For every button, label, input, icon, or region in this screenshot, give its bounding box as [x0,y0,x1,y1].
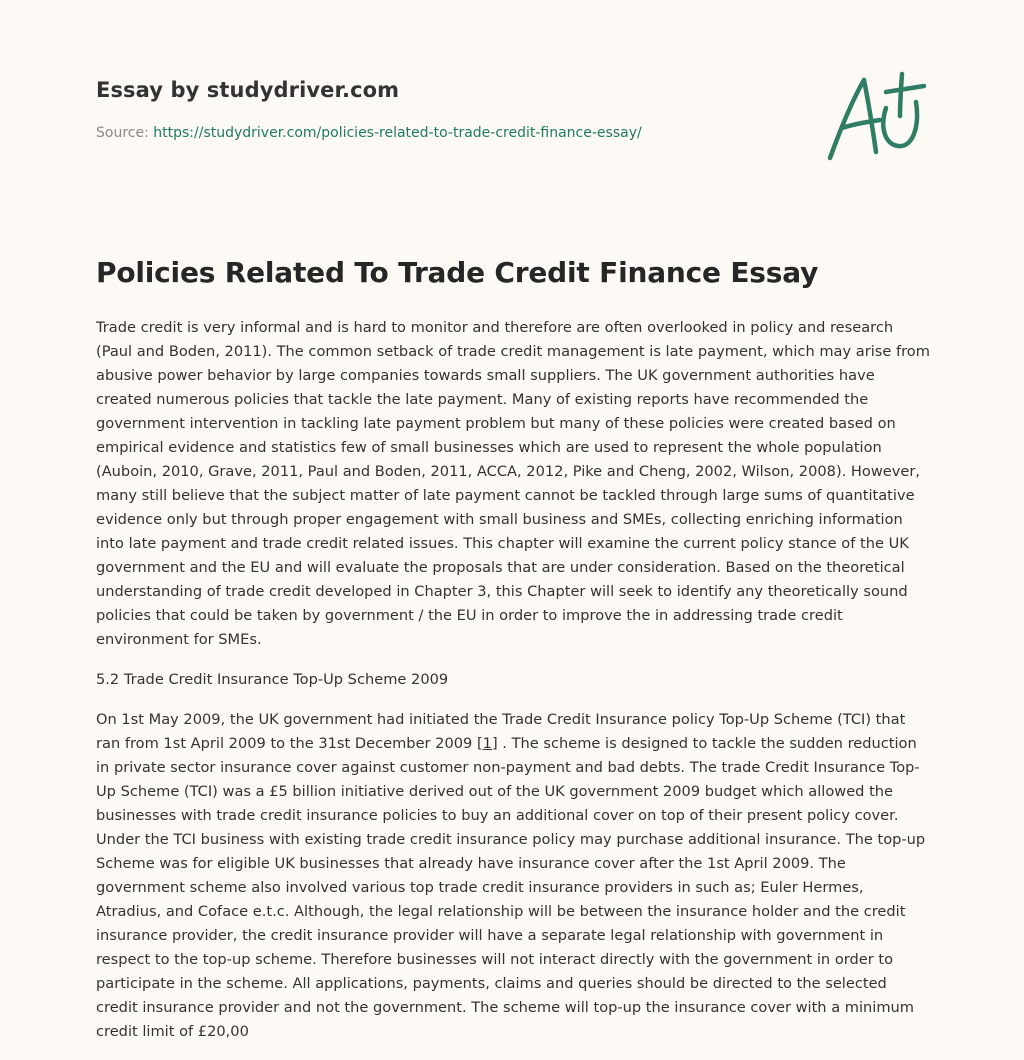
paragraph-text: On 1st May 2009, the UK government had initiated the Trade Credit Insurance policy Top-Up Scheme (TCI) that ran from 1st April 2009 to the 31st December 2009 [96,711,906,752]
a-right-stroke [864,80,876,152]
essay-paragraph [96,708,932,1044]
section-heading: 5.2 Trade Credit Insurance Top-Up Scheme 2009 [96,671,449,688]
a-left-stroke [830,80,864,158]
plus-horizontal [886,86,924,92]
essay-body [96,316,932,1060]
essay-paragraph: Trade credit is very informal and is hard to monitor and therefore are often overlooked in policy and research (Paul and Boden, 2011). The common setback of trade credit management is late payment, which may arise from abusive power behavior by large companies towards small suppliers. The UK government authorities have created numerous policies that tackle the late payment. Many of existing reports have recommended the government intervention in tackling late payment problem but many of these policies were created based on empirical evidence and statistics few of small businesses which are used to represent the whole population (Auboin, 2010, Grave, 2011, Paul and Boden, 2011, ACCA, 2012, Pike and Cheng, 2002, Wilson, 2008). However, many still believe that the subject matter of late payment cannot be tackled through large sums of quantitative evidence only but through proper engagement with small business and SMEs, collecting enriching information into late payment and trade credit related issues. This chapter will examine the current policy stance of the UK government and the EU and will evaluate the proposals that are under consideration. Based on the theoretical understanding of trade credit developed in Chapter 3, this Chapter will seek to identify any theoretically sound policies that could be taken by government / the EU in order to improve the in addressing trade credit environment for SMEs. [96,319,930,648]
source-label: Source: [96,125,149,141]
footnote-link[interactable]: [1] [476,735,498,752]
site-title: Essay by studydriver.com [96,78,400,102]
a-plus-icon [824,68,928,164]
source-link[interactable]: https://studydriver.com/policies-related-to-trade-credit-finance-essay/ [153,125,642,141]
source-line [96,125,642,141]
essay-title: Policies Related To Trade Credit Finance Essay [96,256,819,289]
paragraph-text: . The scheme is designed to tackle the sudden reduction in private sector insurance cover against customer non-payment and bad debts. The trade Credit Insurance Top-Up Scheme (TCI) was a £5 billion initiative derived out of the UK government 2009 budget which allowed the businesses with trade credit insurance policies to buy an additional cover on top of their present policy cover. Under the TCI business with existing trade credit insurance policy may purchase additional insurance. The top-up Scheme was for eligible UK businesses that already have insurance cover after the 1st April 2009. The government scheme also involved various top trade credit insurance providers in such as; Euler Hermes, Atradius, and Coface e.t.c. Although, the legal relationship will be between the insurance holder and the credit insurance provider, the credit insurance provider will have a separate legal relationship with government in respect to the top-up scheme. Therefore businesses will not interact directly with the government in order to participate in the scheme. All applications, payments, claims and queries should be directed to the selected credit insurance provider and not the government. The scheme will top-up the insurance cover with a minimum credit limit of £20,00 [96,735,926,1040]
plus-vertical [900,74,902,116]
